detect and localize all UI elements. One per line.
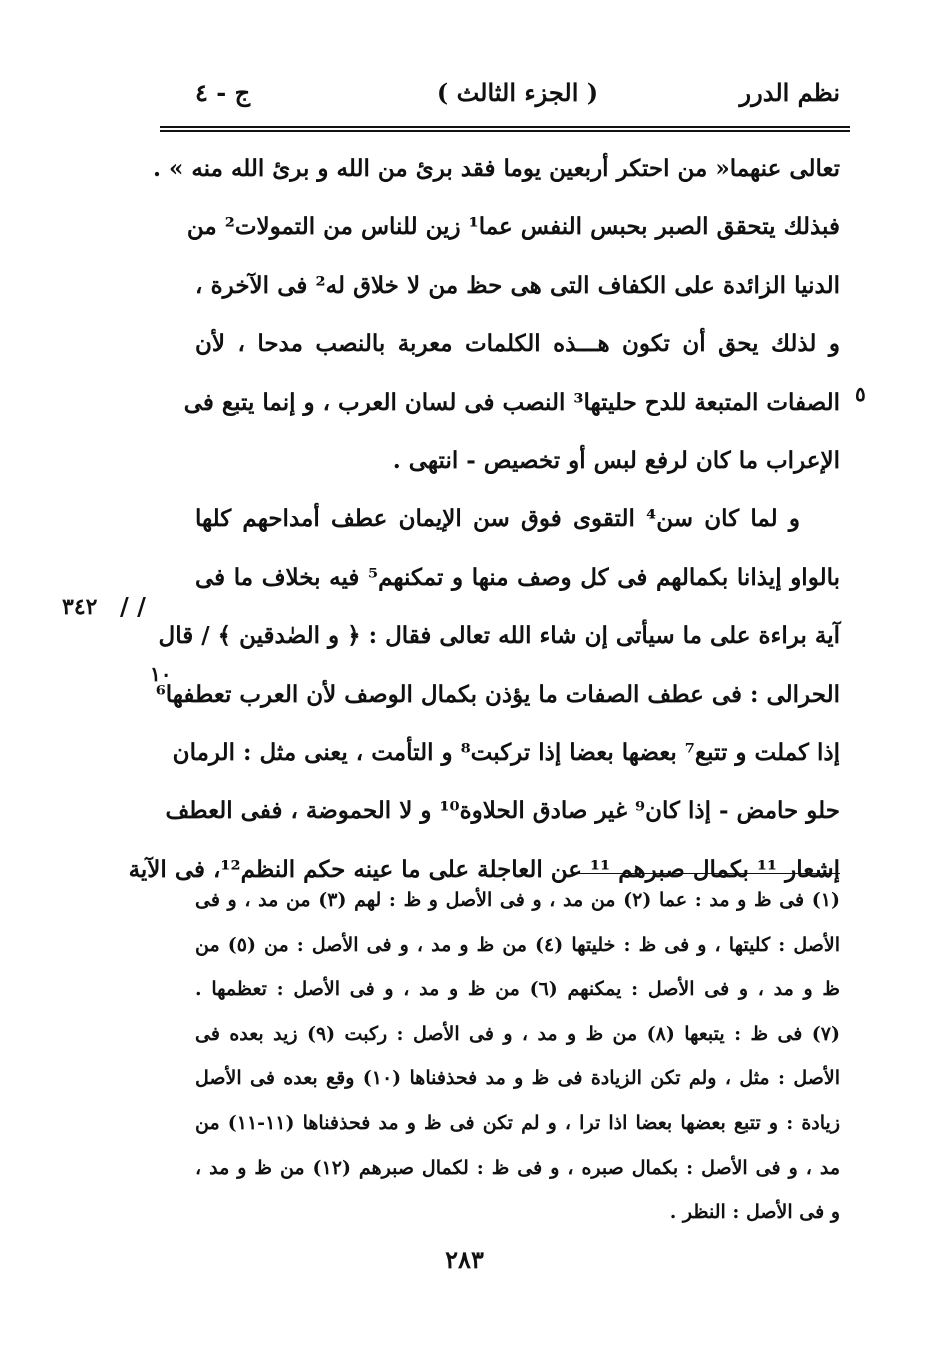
text-line: الدنيا الزائدة على الكفاف التى هى حظ من لا خلاق له² فى الآخرة ، (195, 271, 841, 299)
header-rule (160, 126, 850, 132)
footnote-line: مد ، و فى الأصل : بكمال صبره ، و فى ظ : لكمال صبرهم (١٢) من ظ و مد ، (195, 1156, 840, 1179)
footnote-line: الأصل : كليتها ، و فى ظ : خليتها (٤) من ظ و مد ، و فى الأصل : من (٥) من (195, 933, 840, 956)
footnote-line: (١) فى ظ و مد : عما (٢) من مد ، و فى الأصل و ظ : لهم (٣) من مد ، و فى (195, 889, 840, 911)
text-line: الحرالى : فى عطف الصفات ما يؤذن بكمال الوصف لأن العرب تعطفها⁶ (155, 680, 840, 708)
part-label: ( الجزء الثالث ) (436, 78, 599, 107)
footnote-line: و فى الأصل : النظر . (669, 1201, 840, 1224)
footnote-rule (575, 873, 840, 874)
margin-page-break-marker: / / (120, 592, 146, 621)
footnote-line: الأصل : مثل ، ولم تكن الزيادة فى ظ و مد فحذفناها (١٠) وقع بعده فى الأصل (195, 1067, 840, 1090)
text-line: بالواو إيذانا بكمالهم فى كل وصف منها و تمكنهم⁵ فيه بخلاف ما فى (195, 563, 840, 591)
margin-line-number-10: ١٠ (150, 662, 172, 686)
footnote-line: (٧) فى ظ : يتبعها (٨) من ظ و مد ، و فى الأصل : ركبت (٩) زيد بعده فى (195, 1022, 840, 1045)
text-line: آية براءة على ما سيأتى إن شاء الله تعالى فقال : ﴿ و الصٰدقين ﴾ / قال (158, 622, 840, 650)
margin-line-number-5: ٥ (855, 382, 866, 406)
text-line: إشعار ¹¹ بكمال صبرهم ¹¹ عن العاجلة على ما عينه حكم النظم¹²، فى الآية (128, 855, 840, 883)
chapter-ref: ج - ٤ (195, 78, 251, 107)
text-line: فبذلك يتحقق الصبر بحبس النفس عما¹ زين للناس من التمولات² من (186, 213, 840, 241)
text-line: الإعراب ما كان لرفع لبس أو تخصيص - انتهى . (392, 446, 840, 474)
margin-page-ref: ٣٤٢ (62, 594, 98, 620)
text-line: تعالى عنهما« من احتكر أربعين يوما فقد برئ من الله و برئ الله منه » . (152, 155, 840, 182)
text-line: و لما كان سن⁴ التقوى فوق سن الإيمان عطف أمداحهم كلها (195, 505, 800, 533)
footnotes (195, 878, 840, 1235)
text-line: و لذلك يحق أن تكون هـــذه الكلمات معربة بالنصب مدحا ، لأن (195, 330, 840, 358)
running-header (195, 78, 840, 118)
text-line: حلو حامض - إذا كان⁹ غير صادق الحلاوة¹⁰ و لا الحموضة ، ففى العطف (165, 797, 840, 825)
book-title: نظم الدرر (739, 78, 840, 107)
footnote-line: ظ و مد ، و فى الأصل : يمكنهم (٦) من ظ و مد ، و فى الأصل : تعظمها . (195, 978, 840, 1001)
page-number: ٢٨٣ (445, 1245, 484, 1274)
text-line: الصفات المتبعة للدح حليتها³ النصب فى لسان العرب ، و إنما يتبع فى (183, 388, 840, 416)
footnote-line: زيادة : و تتبع بعضها بعضا اذا ترا ، و لم تكن فى ظ و مد فحذفناها (١١-١١) من (195, 1111, 840, 1134)
text-line: إذا كملت و تتبع⁷ بعضها بعضا إذا تركبت⁸ و التأمت ، يعنى مثل : الرمان (172, 738, 840, 766)
